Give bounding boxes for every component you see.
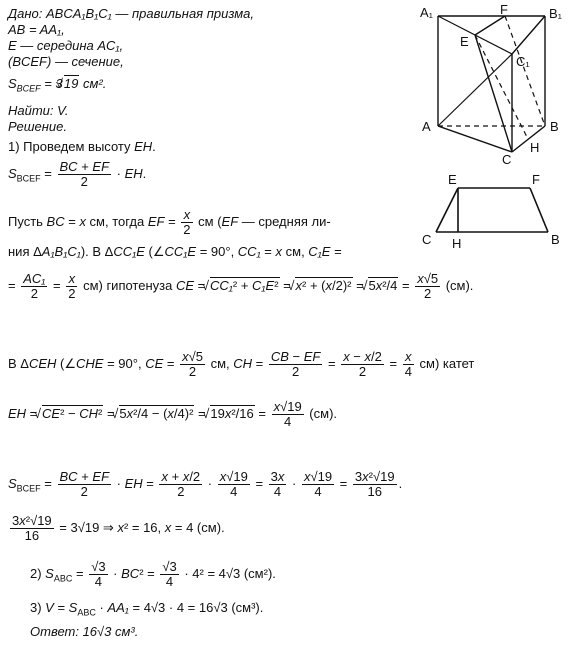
label-C1: C₁: [516, 54, 530, 69]
step1-p7: $\frac{\text{3x²√19}}{16}$ = 3√19 ⇒ x² = 16, x = 4 (см).: [12, 513, 225, 543]
trap-label-E: E: [448, 172, 457, 187]
step1-p6: $S_{BCEF}$ = $\frac{BC + EF}{2}$ · EH = $\frac{x + x/2}{2}$ · $\frac{x√19}{4}$ = $\frac{3x}{4}$ · $\frac{x√19}{4}$ = $\frac{\text{3x²√19}}{16}$ .: [8, 469, 403, 499]
label-E: E: [460, 34, 469, 49]
step1-p2: ния ΔA₁B₁C₁). В ΔCC₁E (∠CC₁E = 90°, CC₁ = x см, C₁E =: [8, 244, 342, 259]
step2: 2) $S_{ABC}$ = $\frac{√3}{4}$ · BC² = $\frac{√3}{4}$ · 4² = 4√3 (см²).: [30, 559, 276, 589]
given-line-2: AB = AA₁,: [8, 22, 65, 37]
given-line-3: E — середина AC₁,: [8, 38, 124, 53]
step1-p3: = $\frac{\text{AC₁}}{2}$ = $\frac{x}{2}$ см) гипотенуза CE = √ CC₁² + C₁E² = √ x² + (x/2)² = √ 5x²/4 = $\frac{x√5}{2}$ (см).: [8, 272, 473, 301]
trapezoid-figure: [418, 170, 568, 250]
given-line-1: Дано: ABCA₁B₁C₁ — правильная призма,: [8, 6, 254, 21]
trap-label-H: H: [452, 236, 462, 251]
label-B: B: [550, 119, 559, 134]
step1-p1: Пусть BC = x см, тогда EF = $\frac{x}{2}$ см (EF — средняя ли-: [8, 207, 331, 237]
prism-figure: [420, 2, 570, 167]
find-line: Найти: V.: [8, 103, 69, 118]
step3: 3) $V = S_{ABC} \cdot AA_1 = 4√3 \cdot 4 = 16√3$ (см³).: [30, 600, 264, 618]
step1-p4: В ΔCEH (∠CHE = 90°, CE = $\frac{x√5}{2}$ см, CH = $\frac{CB - EF}{2}$ = $\frac{x - x/2}{2}$ = $\frac{x}{4}$ см) катет: [8, 349, 475, 379]
solution-heading: Решение.: [8, 119, 68, 134]
answer: Ответ: 16√3 см³.: [30, 624, 139, 639]
given-line-5: $S_{BCEF} = 3√$ 19 см².: [8, 75, 106, 97]
label-C: C: [502, 152, 512, 167]
step1-title: 1) Проведем высоту EH.: [8, 139, 156, 154]
label-H: H: [530, 140, 540, 155]
trap-label-B: B: [551, 232, 560, 247]
given-line-4: (BCEF) — сечение,: [8, 54, 124, 69]
trap-label-C: C: [422, 232, 432, 247]
label-F: F: [500, 2, 508, 17]
label-A: A: [422, 119, 431, 134]
label-B1: B₁: [549, 6, 563, 21]
trap-label-F: F: [532, 172, 540, 187]
step1-formula: $S_{BCEF}$ = $\frac{BC + EF}{2}$ · EH.: [8, 159, 147, 189]
label-A1: A₁: [420, 5, 434, 20]
step1-p5: EH = √ CE² − CH² = √ 5x²/4 − (x/4)² = √ 19x²/16 = $\frac{x√19}{4}$ (см).: [8, 400, 337, 429]
